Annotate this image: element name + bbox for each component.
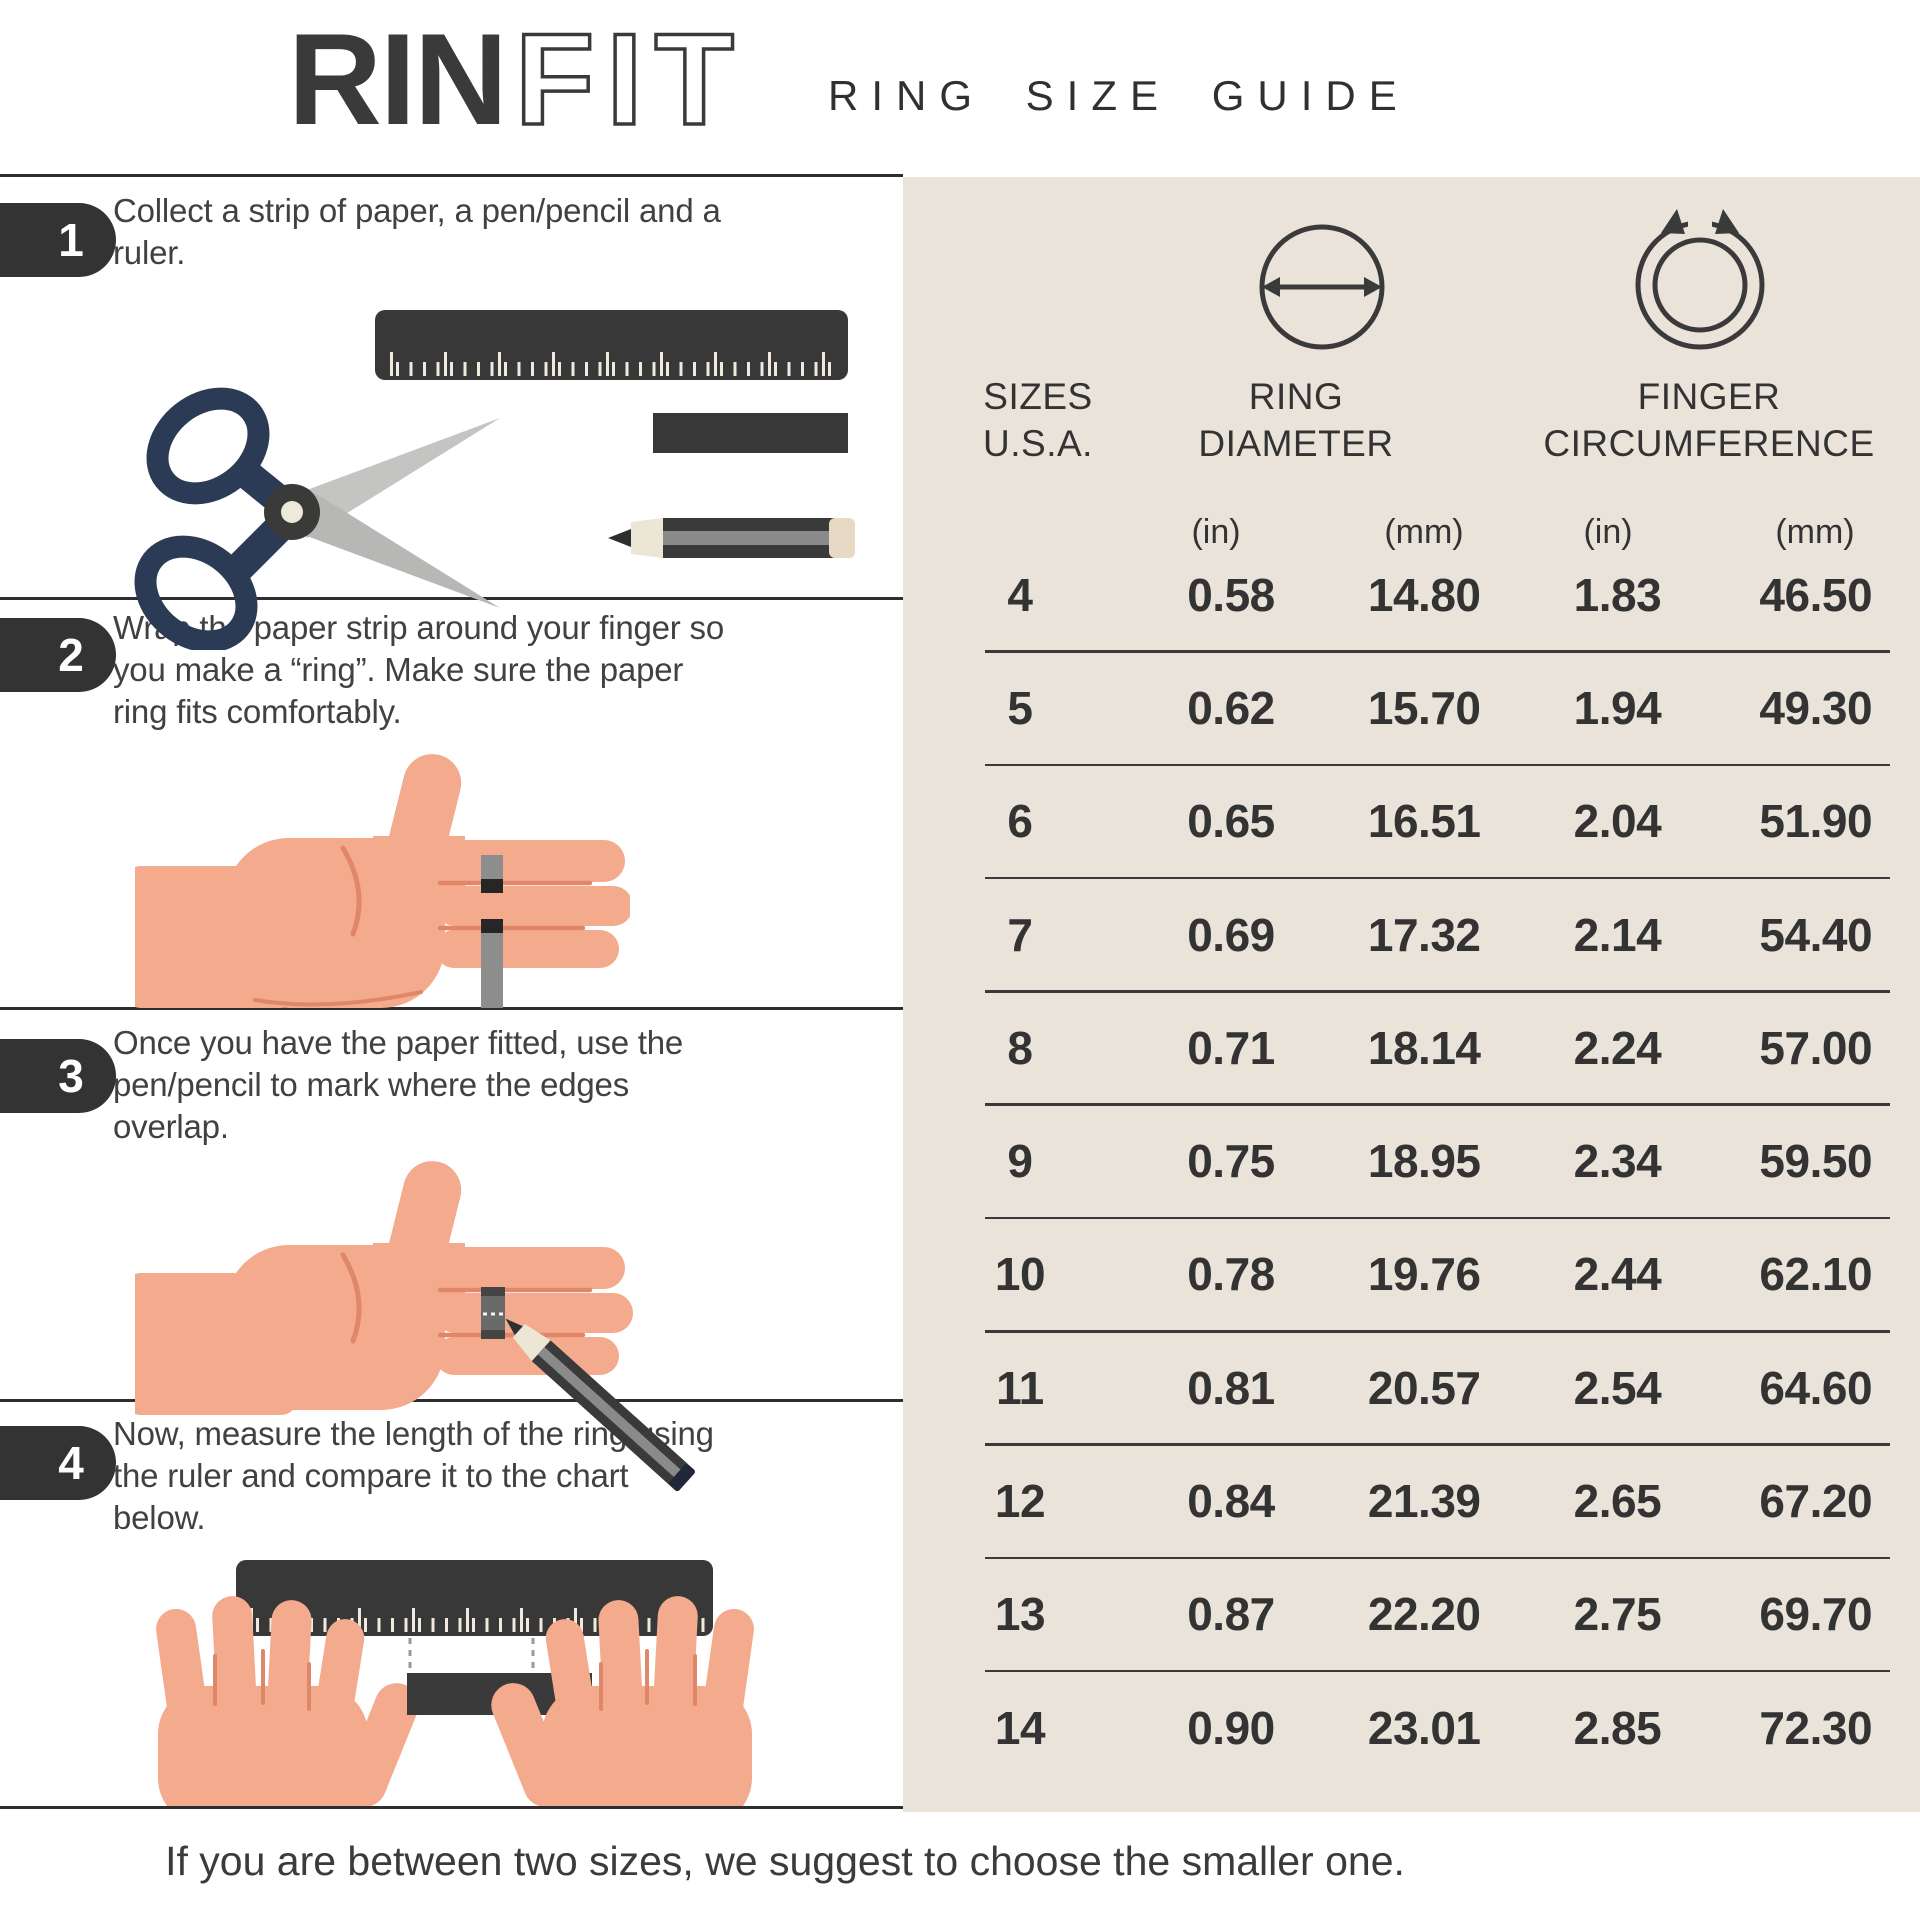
cell-d-mm: 18.95 bbox=[1367, 1135, 1481, 1188]
column-header-sizes bbox=[933, 373, 1143, 467]
footer-note: If you are between two sizes, we suggest to choose the smaller one. bbox=[165, 1838, 1405, 1884]
cell-d-mm: 18.14 bbox=[1367, 1021, 1481, 1074]
cell-d-in: 0.71 bbox=[1187, 1021, 1275, 1074]
cell-d-mm: 23.01 bbox=[1367, 1701, 1481, 1754]
cell-d-in: 0.81 bbox=[1187, 1361, 1275, 1414]
cell-d-in: 0.90 bbox=[1187, 1701, 1275, 1754]
cell-d-in: 0.75 bbox=[1187, 1135, 1275, 1188]
table-row bbox=[903, 1444, 1920, 1557]
cell-d-mm: 21.39 bbox=[1367, 1475, 1481, 1528]
step-2-text: Wrap the paper strip around your finger so you make a “ring”. Make sure the paper ring fits comfortably. bbox=[113, 609, 724, 730]
cell-c-mm: 54.40 bbox=[1759, 908, 1873, 961]
circumference-header-line2: CIRCUMFERENCE bbox=[1543, 423, 1875, 464]
unit-circumference-mm: (mm) bbox=[1775, 513, 1855, 551]
cell-c-in: 2.44 bbox=[1573, 1248, 1662, 1301]
cell-c-in: 2.04 bbox=[1573, 795, 1662, 848]
step-1-text: Collect a strip of paper, a pen/pencil and a ruler. bbox=[113, 192, 721, 271]
ruler-icon bbox=[375, 310, 848, 380]
cell-c-in: 2.24 bbox=[1573, 1021, 1662, 1074]
table-row bbox=[903, 1218, 1920, 1331]
step-4-number: 4 bbox=[58, 1437, 84, 1489]
cell-d-in: 0.65 bbox=[1187, 795, 1275, 848]
step-4-badge bbox=[0, 1426, 116, 1500]
cell-size: 9 bbox=[1007, 1135, 1033, 1188]
unit-circumference-in: (in) bbox=[1583, 513, 1633, 551]
cell-c-mm: 67.20 bbox=[1759, 1475, 1873, 1528]
cell-d-mm: 16.51 bbox=[1367, 795, 1481, 848]
ring-mark-icon bbox=[481, 1287, 505, 1339]
table-row bbox=[903, 651, 1920, 764]
logo-outline-text: FIT bbox=[515, 22, 746, 134]
finger-circumference-icon bbox=[1625, 207, 1775, 357]
sizes-header-line1: SIZES bbox=[983, 376, 1093, 417]
cell-d-in: 0.58 bbox=[1187, 568, 1275, 621]
cell-d-in: 0.87 bbox=[1187, 1588, 1275, 1641]
ring-diameter-icon bbox=[1252, 217, 1392, 357]
cell-size: 8 bbox=[1007, 1021, 1033, 1074]
circumference-header-line1: FINGER bbox=[1637, 376, 1781, 417]
step-4-text: Now, measure the length of the ring using the ruler and compare it to the chart below. bbox=[113, 1415, 714, 1536]
cell-d-mm: 15.70 bbox=[1367, 681, 1481, 734]
cell-size: 4 bbox=[1007, 568, 1033, 621]
column-header-circumference bbox=[1533, 373, 1885, 467]
cell-d-mm: 14.80 bbox=[1367, 568, 1481, 621]
cell-c-in: 2.75 bbox=[1573, 1588, 1662, 1641]
table-row bbox=[903, 991, 1920, 1104]
diameter-header-line2: DIAMETER bbox=[1198, 423, 1394, 464]
step-3-illustration bbox=[135, 1152, 715, 1512]
step-1-badge bbox=[0, 203, 116, 277]
size-table bbox=[903, 538, 1920, 1784]
pencil-icon bbox=[496, 1308, 696, 1492]
paper-strip-on-finger-icon bbox=[478, 855, 506, 1008]
size-chart-panel bbox=[903, 177, 1920, 1812]
pencil-icon bbox=[608, 518, 855, 558]
step-2-badge bbox=[0, 618, 116, 692]
cell-c-in: 2.65 bbox=[1573, 1475, 1662, 1528]
divider-header bbox=[0, 174, 903, 177]
scissors-icon bbox=[127, 379, 500, 650]
cell-c-in: 2.14 bbox=[1573, 908, 1662, 961]
cell-c-in: 1.83 bbox=[1573, 568, 1662, 621]
step-2-illustration bbox=[135, 748, 630, 1008]
cell-c-in: 2.85 bbox=[1573, 1701, 1662, 1754]
step-1-number: 1 bbox=[58, 214, 84, 266]
paper-strip-icon bbox=[653, 413, 848, 453]
cell-d-mm: 17.32 bbox=[1367, 908, 1481, 961]
cell-size: 6 bbox=[1007, 795, 1033, 848]
table-row bbox=[903, 878, 1920, 991]
cell-d-mm: 19.76 bbox=[1367, 1248, 1481, 1301]
cell-c-mm: 49.30 bbox=[1759, 681, 1873, 734]
cell-c-mm: 62.10 bbox=[1759, 1248, 1873, 1301]
cell-size: 7 bbox=[1007, 908, 1033, 961]
table-row bbox=[903, 538, 1920, 651]
cell-c-mm: 64.60 bbox=[1759, 1361, 1873, 1414]
rinfit-logo bbox=[288, 22, 768, 134]
step-3-number: 3 bbox=[58, 1050, 84, 1102]
table-row bbox=[903, 1331, 1920, 1444]
step-2-number: 2 bbox=[58, 629, 84, 681]
step-4-illustration bbox=[120, 1556, 760, 1806]
cell-size: 5 bbox=[1007, 681, 1033, 734]
table-row bbox=[903, 1671, 1920, 1784]
divider-bottom bbox=[0, 1806, 903, 1809]
cell-size: 13 bbox=[994, 1588, 1046, 1641]
cell-c-in: 2.34 bbox=[1573, 1135, 1662, 1188]
cell-d-in: 0.62 bbox=[1187, 681, 1275, 734]
cell-c-mm: 72.30 bbox=[1759, 1701, 1873, 1754]
cell-c-mm: 57.00 bbox=[1759, 1021, 1873, 1074]
unit-diameter-in: (in) bbox=[1191, 513, 1241, 551]
cell-size: 11 bbox=[996, 1361, 1044, 1414]
cell-c-mm: 46.50 bbox=[1759, 568, 1873, 621]
step-3-text: Once you have the paper fitted, use the pen/pencil to mark where the edges overlap. bbox=[113, 1024, 684, 1145]
table-row bbox=[903, 765, 1920, 878]
step-1-illustration bbox=[115, 290, 860, 650]
cell-c-mm: 69.70 bbox=[1759, 1588, 1873, 1641]
step-3-badge bbox=[0, 1039, 116, 1113]
table-row bbox=[903, 1104, 1920, 1217]
table-row bbox=[903, 1558, 1920, 1671]
sizes-header-line2: U.S.A. bbox=[983, 423, 1093, 464]
cell-d-in: 0.84 bbox=[1187, 1475, 1275, 1528]
cell-c-mm: 59.50 bbox=[1759, 1135, 1873, 1188]
page-title: RING SIZE GUIDE bbox=[828, 72, 1410, 119]
cell-size: 10 bbox=[994, 1248, 1046, 1301]
cell-c-in: 2.54 bbox=[1573, 1361, 1662, 1414]
cell-size: 14 bbox=[994, 1701, 1046, 1754]
diameter-header-line1: RING bbox=[1248, 376, 1344, 417]
cell-d-in: 0.69 bbox=[1187, 908, 1275, 961]
unit-diameter-mm: (mm) bbox=[1384, 513, 1464, 551]
cell-c-in: 1.94 bbox=[1573, 681, 1662, 734]
logo-solid-text: RIN bbox=[288, 22, 506, 134]
cell-d-mm: 20.57 bbox=[1367, 1361, 1481, 1414]
cell-size: 12 bbox=[994, 1475, 1046, 1528]
cell-d-in: 0.78 bbox=[1187, 1248, 1275, 1301]
column-header-diameter bbox=[1161, 373, 1431, 467]
cell-c-mm: 51.90 bbox=[1759, 795, 1873, 848]
hand-side-icon bbox=[135, 748, 630, 1008]
cell-d-mm: 22.20 bbox=[1367, 1588, 1481, 1641]
